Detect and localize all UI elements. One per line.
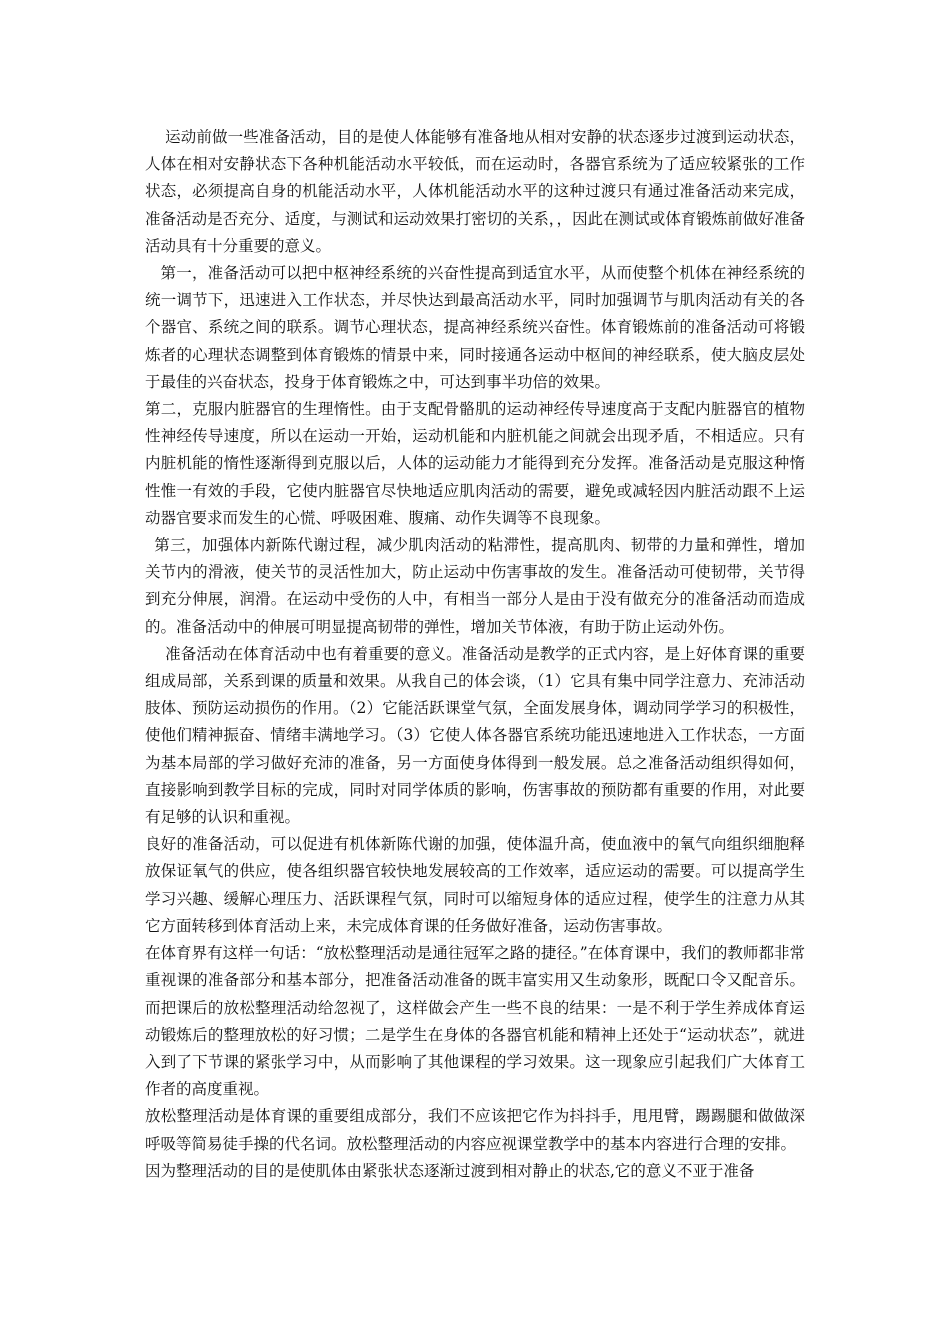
- paragraph-pe-significance: 准备活动在体育活动中也有着重要的意义。准备活动是教学的正式内容，是上好体育课的重要组成局部，关系到课的质量和效果。从我自己的体会谈，（1）它具有集中同学注意力、充沛活动肢体、预防运动损伤的作用。（2）它能活跃课堂气氛，全面发展身体，调动同学学习的积极性，使他们精神振奋、情绪丰满地学习。（3）它使人体各器官系统功能迅速地进入工作状态，一方面为基本局部的学习做好充沛的准备，另一方面使身体得到一般发展。总之准备活动组织得如何，直接影响到教学目标的完成，同时对同学体质的影响，伤害事故的预防都有重要的作用，对此要有足够的认识和重视。: [145, 644, 805, 827]
- paragraph-third-point: 第三，加强体内新陈代谢过程，减少肌肉活动的粘滞性，提高肌肉、韧带的力量和弹性，增加关节内的滑液，使关节的灵活性加大，防止运动中伤害事故的发生。准备活动可使韧带，关节得到充分伸展，润滑。在运动中受伤的人中，有相当一部分人是由于没有做充分的准备活动而造成的。准备活动中的伸展可明显提高韧带的弹性，增加关节体液，有助于防止运动外伤。: [145, 536, 805, 636]
- paragraph-cooldown-purpose: 因为整理活动的目的是使肌体由紧张状态逐渐过渡到相对静止的状态,它的意义不亚于准备: [145, 1161, 755, 1180]
- paragraph-good-warmup: 良好的准备活动，可以促进有机体新陈代谢的加强，使体温升高，使血液中的氧气向组织细胞释放保证氧气的供应，使各组织器官较快地发展较高的工作效率，适应运动的需要。可以提高学生学习兴趣、缓解心理压力、活跃课程气氛，同时可以缩短身体的适应过程，使学生的注意力从其它方面转移到体育活动上来，未完成体育课的任务做好准备，运动伤害事故。: [145, 835, 805, 935]
- paragraph-first-point: 第一，准备活动可以把中枢神经系统的兴奋性提高到适宜水平，从而使整个机体在神经系统的统一调节下，迅速进入工作状态，并尽快达到最高活动水平，同时加强调节与肌肉活动有关的各个器官、系统之间的联系。调节心理状态，提高神经系统兴奋性。体育锻炼前的准备活动可将锻炼者的心理状态调整到体育锻炼的情景中来，同时接通各运动中枢间的神经联系，使大脑皮层处于最佳的兴奋状态，投身于体育锻炼之中，可达到事半功倍的效果。: [145, 264, 805, 391]
- paragraph-cooldown-component: 放松整理活动是体育课的重要组成部分，我们不应该把它作为抖抖手，甩甩臂，踢踢腿和做做深呼吸等简易徒手操的代名词。放松整理活动的内容应视课堂教学中的基本内容进行合理的安排。: [145, 1107, 805, 1153]
- paragraph-cooldown-saying: 在体育界有这样一句话：“放松整理活动是通往冠军之路的捷径。”在体育课中，我们的教师都非常重视课的准备部分和基本部分，把准备活动准备的既丰富实用又生动象形，既配口令又配音乐。而把课后的放松整理活动给忽视了，这样做会产生一些不良的结果：一是不利于学生养成体育运动锻炼后的整理放松的好习惯；二是学生在身体的各器官机能和精神上还处于“运动状态”，就进入到了下节课的紧张学习中，从而影响了其他课程的学习效果。这一现象应引起我们广大体育工作者的高度重视。: [145, 944, 805, 1099]
- paragraph-intro: 运动前做一些准备活动，目的是使人体能够有准备地从相对安静的状态逐步过渡到运动状态，人体在相对安静状态下各种机能活动水平较低，而在运动时，各器官系统为了适应较紧张的工作状态，必须提高自身的机能活动水平，人体机能活动水平的这种过渡只有通过准备活动来完成，准备活动是否充分、适度，与测试和运动效果打密切的关系，，因此在测试或体育锻炼前做好准备活动具有十分重要的意义。: [145, 128, 805, 255]
- paragraph-second-point: 第二，克服内脏器官的生理惰性。由于支配骨骼肌的运动神经传导速度高于支配内脏器官的植物性神经传导速度，所以在运动一开始，运动机能和内脏机能之间就会出现矛盾，不相适应。只有内脏机能的惰性逐渐得到克服以后，人体的运动能力才能得到充分发挥。准备活动是克服这种惰性惟一有效的手段，它使内脏器官尽快地适应肌肉活动的需要，避免或减轻因内脏活动跟不上运动器官要求而发生的心慌、呼吸困难、腹痛、动作失调等不良现象。: [145, 400, 805, 527]
- document-body: [145, 124, 805, 1185]
